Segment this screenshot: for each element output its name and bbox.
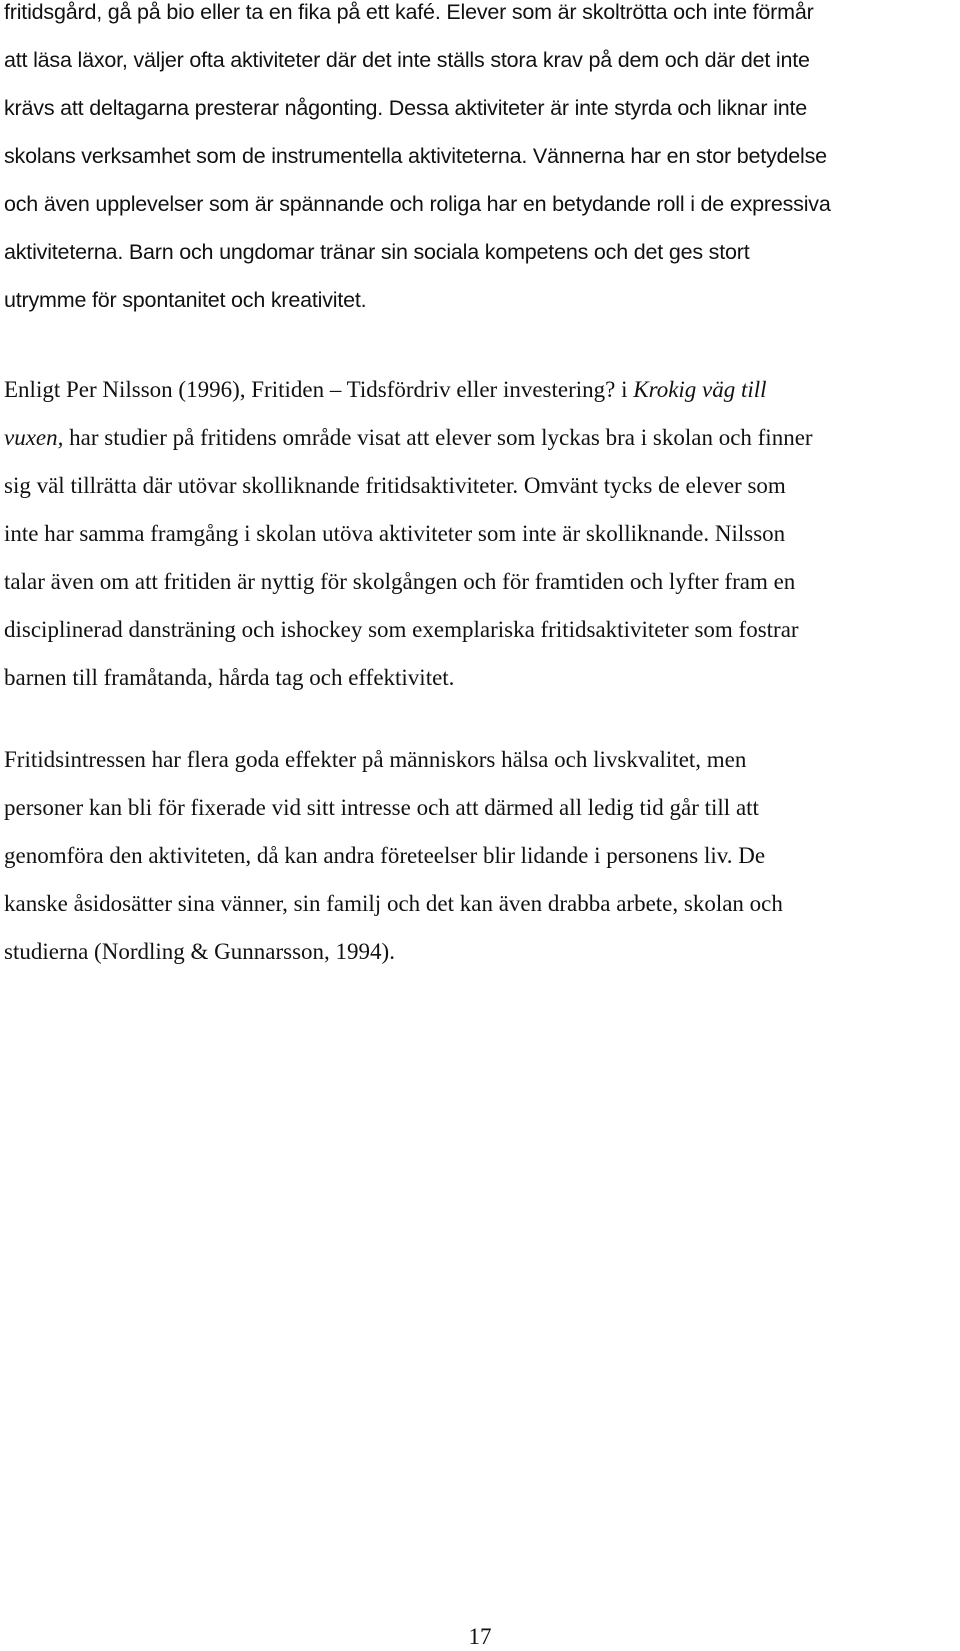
text-line: aktiviteterna. Barn och ungdomar tränar sin sociala kompetens och det ges stort: [4, 240, 750, 264]
text-line: talar även om att fritiden är nyttig för skolgången och för framtiden och lyfter fram en: [4, 569, 796, 594]
text-line: och även upplevelser som är spännande och roliga har en betydande roll i de expressiva: [4, 192, 831, 216]
text-line: skolans verksamhet som de instrumentella aktiviteterna. Vännerna har en stor betydelse: [4, 144, 827, 168]
text-line: studierna (Nordling & Gunnarsson, 1994).: [4, 939, 395, 964]
text-line: barnen till framåtanda, hårda tag och effektivitet.: [4, 665, 455, 690]
text-segment: har studier på fritidens område visat att elever som lyckas bra i skolan och finner: [63, 425, 813, 450]
book-title-part: vuxen,: [4, 425, 64, 450]
text-line: krävs att deltagarna presterar någonting. Dessa aktiviteter är inte styrda och liknar inte: [4, 96, 807, 120]
text-line: inte har samma framgång i skolan utöva aktiviteter som inte är skolliknande. Nilsson: [4, 521, 786, 546]
text-line: genomföra den aktiviteten, då kan andra företeelser blir lidande i personens liv. De: [4, 843, 766, 868]
text-line: personer kan bli för fixerade vid sitt intresse och att därmed all ledig tid går till att: [4, 795, 759, 820]
page-number: 17: [468, 1624, 492, 1649]
text-line: [4, 414, 956, 462]
text-line: kanske åsidosätter sina vänner, sin familj och det kan även drabba arbete, skolan och: [4, 891, 783, 916]
paragraph-nilsson-study: [4, 366, 956, 702]
text-segment: Enligt Per Nilsson (1996), Fritiden – Tidsfördriv eller investering? i: [4, 377, 634, 402]
paragraph-leisure-activities: [4, 0, 956, 324]
text-line: fritidsgård, gå på bio eller ta en fika på ett kafé. Elever som är skoltrötta och inte förmår: [4, 0, 814, 24]
text-line: utrymme för spontanitet och kreativitet.: [4, 288, 367, 312]
text-line: att läsa läxor, väljer ofta aktiviteter där det inte ställs stora krav på dem och där det inte: [4, 48, 810, 72]
book-title-part: Krokig väg till: [633, 377, 767, 402]
text-line: [4, 366, 956, 414]
paragraph-leisure-effects: [4, 736, 956, 976]
text-line: disciplinerad dansträning och ishockey som exemplariska fritidsaktiviteter som fostrar: [4, 617, 799, 642]
text-line: Fritidsintressen har flera goda effekter på människors hälsa och livskvalitet, men: [4, 747, 747, 772]
text-line: sig väl tillrätta där utövar skolliknande fritidsaktiviteter. Omvänt tycks de elever som: [4, 473, 786, 498]
